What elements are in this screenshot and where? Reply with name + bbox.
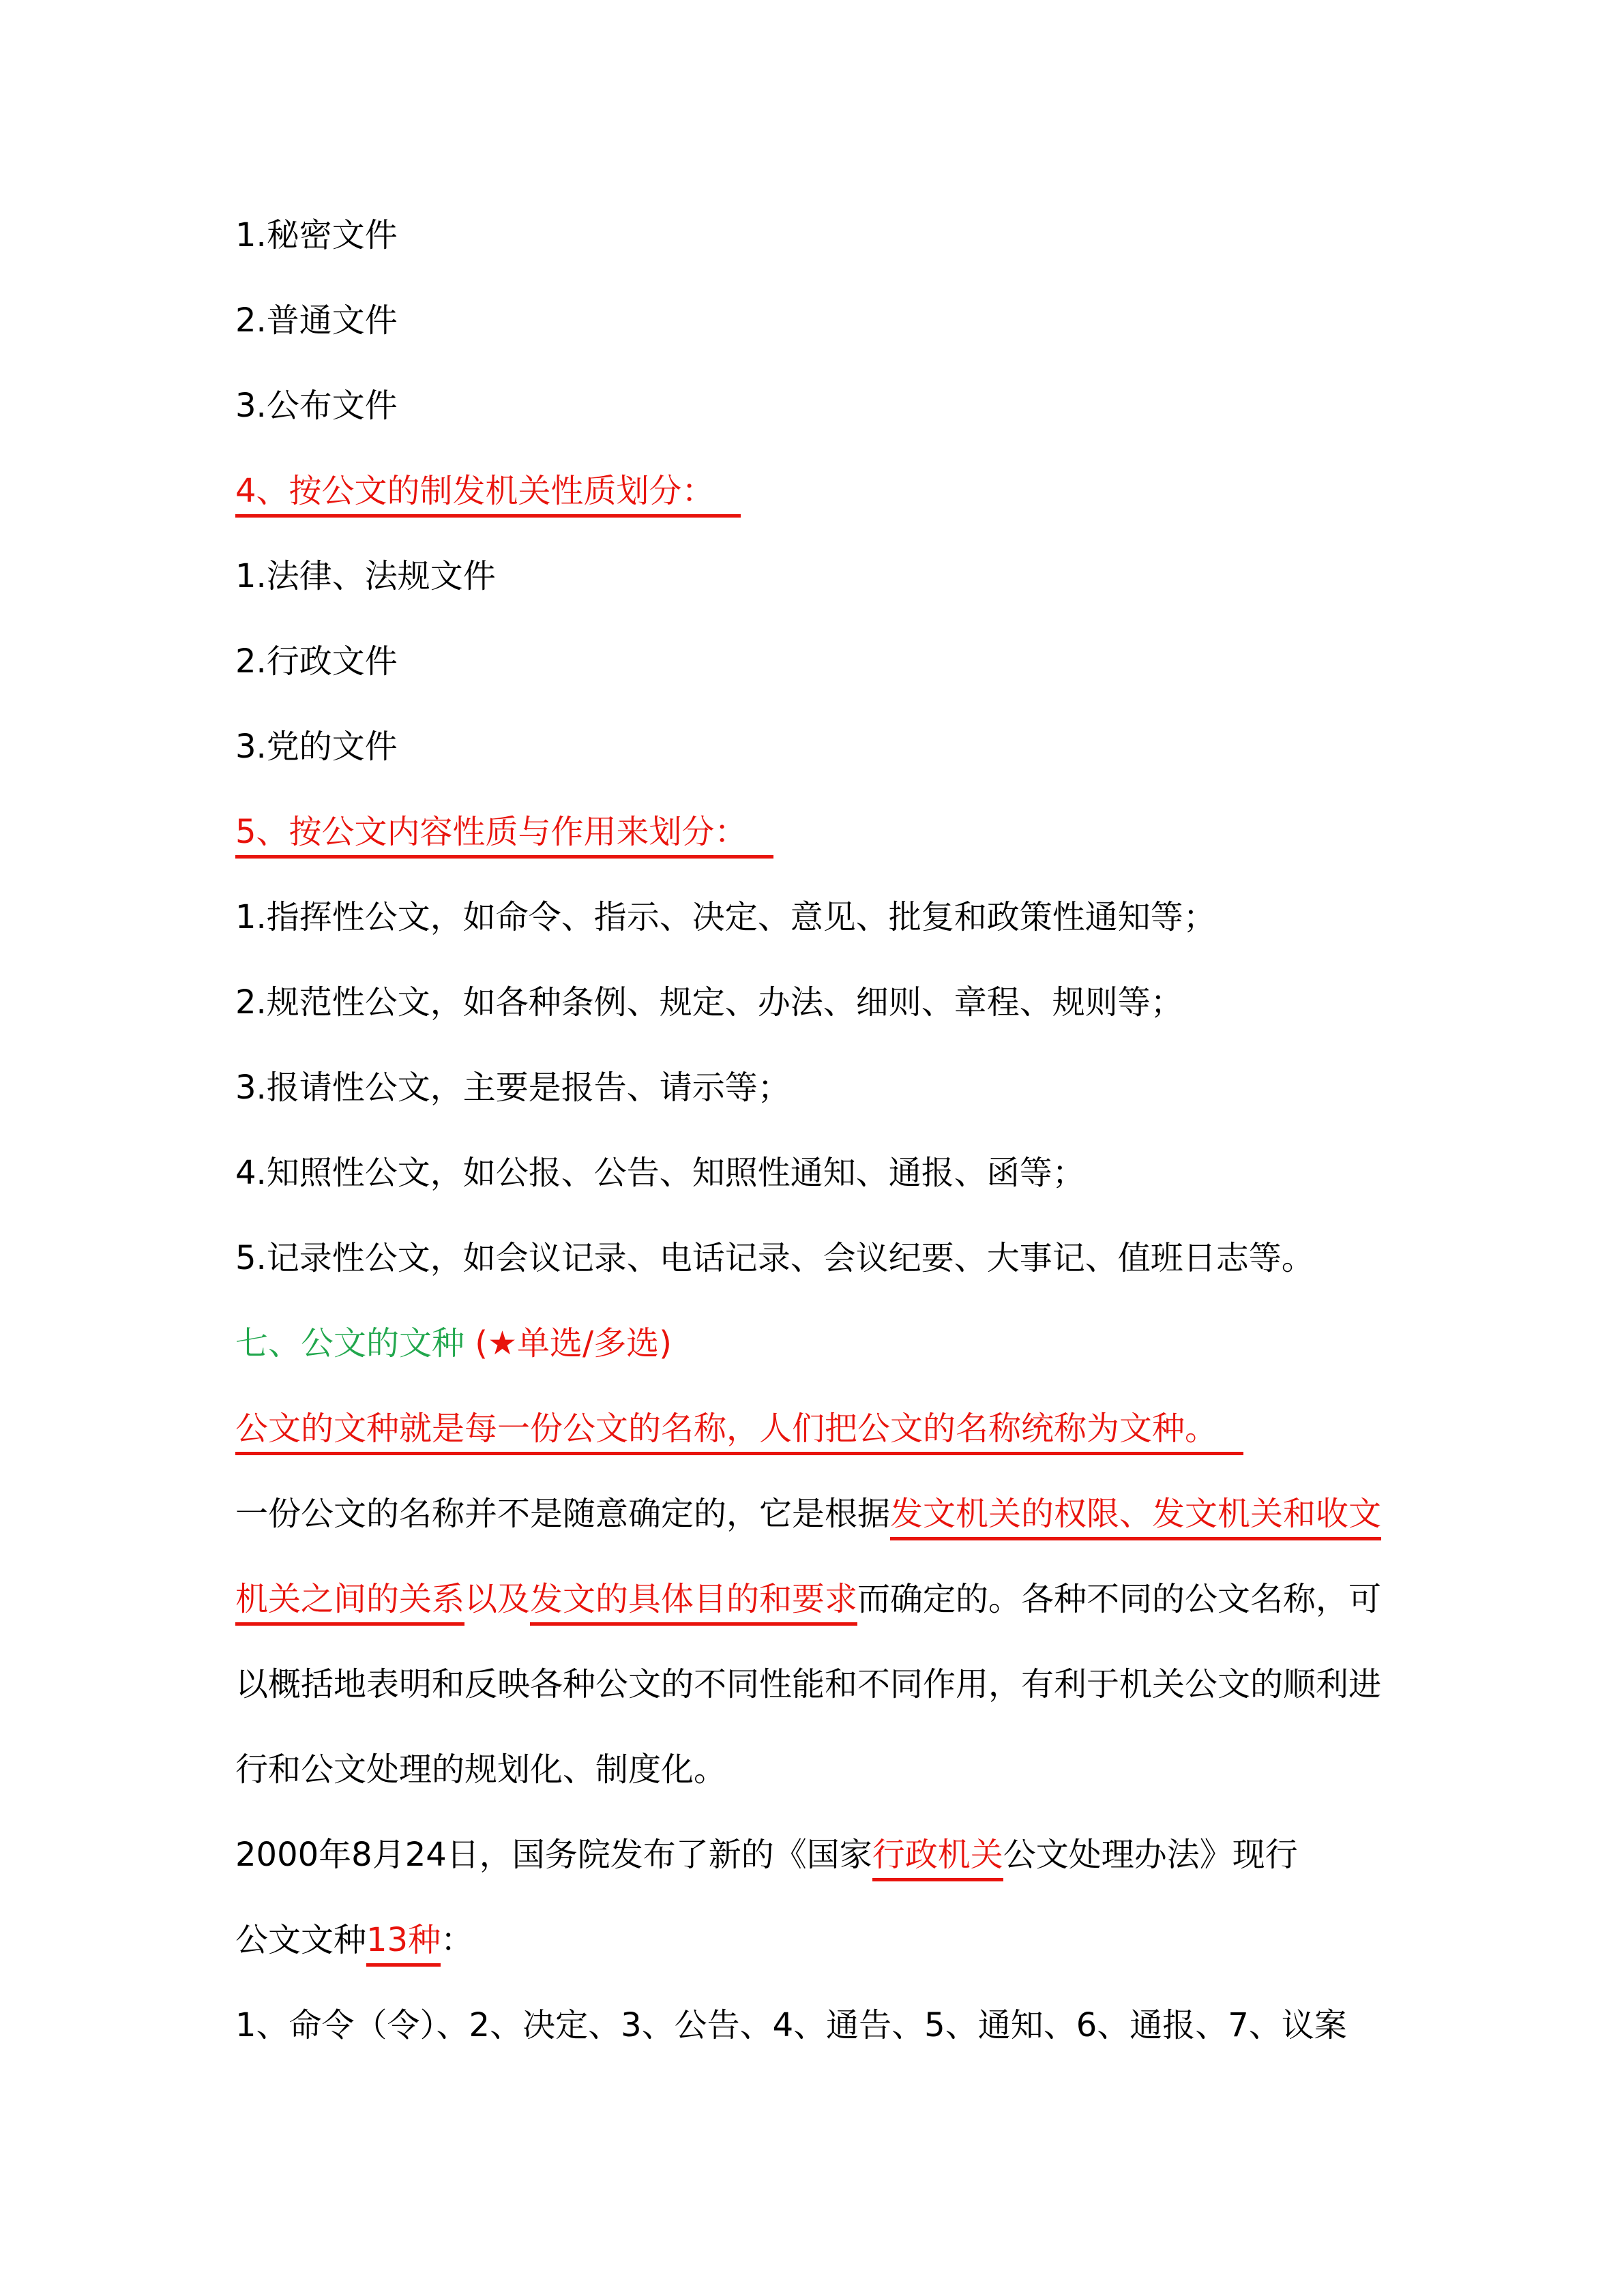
list-13-types-line-1	[235, 1983, 1395, 2068]
list-item-3-party-file	[235, 704, 1395, 790]
text-segment: ：	[441, 1921, 474, 1959]
paragraph-13-types-intro	[235, 1898, 1395, 1983]
paragraph-type-definition	[235, 1386, 1395, 1472]
text-segment: 一份公文的名称并不是随意确定的，它是根据	[235, 1495, 891, 1533]
list-item-5-record-documents	[235, 1216, 1395, 1301]
list-item-1-directive-documents	[235, 875, 1395, 960]
text-segment: 3.公布文件	[235, 387, 398, 425]
list-item-1-law-regulation-file	[235, 534, 1395, 619]
text-segment: 1.秘密文件	[235, 216, 398, 254]
paragraph-naming-basis-line-3	[235, 1642, 1395, 1727]
text-segment: 13种	[366, 1921, 441, 1967]
text-segment: 机关之间的关系	[235, 1580, 464, 1626]
text-segment: 5、按公文内容性质与作用来划分：	[235, 813, 773, 859]
paragraph-naming-basis-line-4	[235, 1727, 1395, 1813]
text-segment: 行和公文处理的规划化、制度化。	[235, 1750, 727, 1789]
text-segment: 2.规范性公文，如各种条例、规定、办法、细则、章程、规则等；	[235, 983, 1183, 1022]
text-segment: 4、按公文的制发机关性质划分：	[235, 472, 741, 518]
list-item-2-administrative-file	[235, 619, 1395, 704]
text-segment: 3.报请性公文，主要是报告、请示等；	[235, 1069, 791, 1107]
text-segment: 3.党的文件	[235, 728, 398, 766]
text-segment: (★单选/多选)	[464, 1324, 672, 1362]
document-content	[235, 193, 1395, 2068]
text-segment: 1.法律、法规文件	[235, 557, 496, 595]
paragraph-naming-basis-line-2	[235, 1557, 1395, 1642]
paragraph-2000-measures	[235, 1813, 1395, 1898]
text-segment: 4.知照性公文，如公报、公告、知照性通知、通报、函等；	[235, 1154, 1085, 1192]
text-segment: 以及	[464, 1580, 531, 1618]
text-segment: 2.行政文件	[235, 642, 398, 681]
text-segment: 公文文种	[235, 1921, 367, 1959]
list-item-3-reporting-documents	[235, 1045, 1395, 1131]
list-item-4-informative-documents	[235, 1131, 1395, 1216]
text-segment: 七、公文的文种	[235, 1324, 465, 1362]
heading-5-by-content-nature	[235, 790, 1395, 875]
heading-4-by-issuing-organ	[235, 449, 1395, 534]
text-segment: 公文的文种就是每一份公文的名称，人们把公文的名称统称为文种。	[235, 1410, 1243, 1455]
text-segment: 行政机关	[872, 1836, 1003, 1881]
text-segment: 1.指挥性公文，如命令、指示、决定、意见、批复和政策性通知等；	[235, 898, 1216, 936]
heading-7-document-types	[235, 1301, 1395, 1386]
text-segment: 5.记录性公文，如会议记录、电话记录、会议纪要、大事记、值班日志等。	[235, 1239, 1314, 1277]
text-segment: 2.普通文件	[235, 301, 398, 340]
paragraph-naming-basis-line-1	[235, 1472, 1395, 1557]
list-item-2-normative-documents	[235, 960, 1395, 1045]
list-item-3-published-file	[235, 363, 1395, 449]
list-item-2-ordinary-file	[235, 278, 1395, 363]
list-item-1-secret-file	[235, 193, 1395, 278]
text-segment: 发文的具体目的和要求	[530, 1580, 857, 1626]
text-segment: 2000年8月24日，国务院发布了新的《国家	[235, 1836, 872, 1874]
text-segment: 以概括地表明和反映各种公文的不同性能和不同作用，有利于机关公文的顺利进	[235, 1665, 1382, 1703]
text-segment: 公文处理办法》现行	[1003, 1836, 1298, 1874]
text-segment: 1、命令（令）、2、决定、3、公告、4、通告、5、通知、6、通报、7、议案	[235, 2006, 1347, 2044]
text-segment: 而确定的。各种不同的公文名称，可	[857, 1580, 1382, 1618]
text-segment: 发文机关的权限、发文机关和收文	[890, 1495, 1381, 1540]
